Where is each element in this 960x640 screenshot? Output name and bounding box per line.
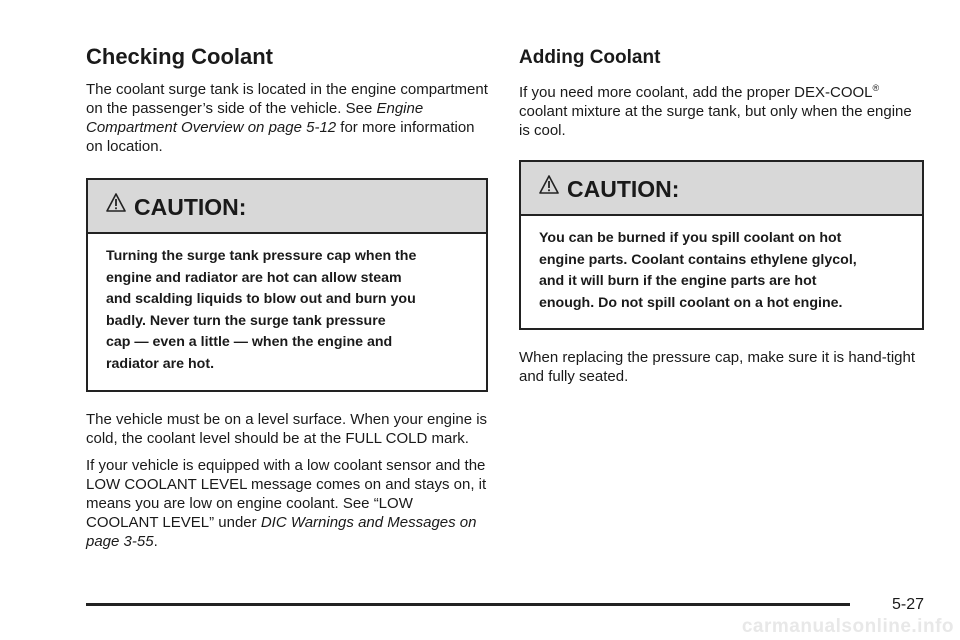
caution-box-surge-tank [86, 178, 488, 392]
watermark: carmanualsonline.info [741, 616, 954, 637]
caution-triangle-icon [106, 193, 126, 213]
caution-header [88, 180, 486, 234]
caution-triangle-icon [539, 175, 559, 195]
registered-mark: ® [872, 83, 880, 93]
pressure-cap-paragraph: When replacing the pressure cap, make sure it is hand-tight and fully seated. [519, 349, 916, 386]
caution-box-spill [519, 160, 924, 330]
caution-heading: CAUTION: [567, 176, 680, 202]
level-surface-paragraph: The vehicle must be on a level surface. When your engine is cold, the coolant level should be at the FULL COLD mark. [86, 410, 488, 447]
low-coolant-sensor-paragraph: If your vehicle is equipped with a low coolant sensor and the LOW COOLANT LEVEL message comes on and stays on, it means you are low on engine coolant. See “LOW COOLANT LEVEL” under DIC Warnings and Messages on page 3-55. [86, 456, 487, 550]
caution-text: You can be burned if you spill coolant on hot engine parts. Coolant contains ethylene glycol, and it will burn if the engine parts are hot enough. Do not spill coolant on a hot engine. [539, 230, 857, 311]
adding-coolant-intro: If you need more coolant, add the proper DEX-COOL® coolant mixture at the surge tank, but only when the engine is cool. [519, 83, 912, 139]
caution-heading: CAUTION: [134, 194, 247, 220]
reference-engine-compartment-overview: Engine Compartment Overview on page 5-12 [86, 100, 424, 136]
caution-text: Turning the surge tank pressure cap when the engine and radiator are hot can allow steam and scalding liquids to blow out and burn you badly. Never turn the surge tank pressure cap — even a little — when the engine and radiator are hot. [106, 248, 417, 372]
section-title-checking-coolant: Checking Coolant [86, 44, 274, 69]
page-number: 5-27 [891, 596, 924, 613]
left-column [86, 44, 488, 559]
section-title-adding-coolant: Adding Coolant [519, 47, 661, 68]
reference-dic-warnings: DIC Warnings and Messages on page 3-55 [86, 513, 477, 550]
footer-rule [86, 603, 850, 606]
checking-coolant-intro: The coolant surge tank is located in the engine compartment on the passenger’s side of the vehicle. See Engine Compartment Overview on page 5-12 for more information on location. [86, 81, 488, 155]
caution-header [521, 162, 922, 216]
right-column [519, 44, 924, 394]
